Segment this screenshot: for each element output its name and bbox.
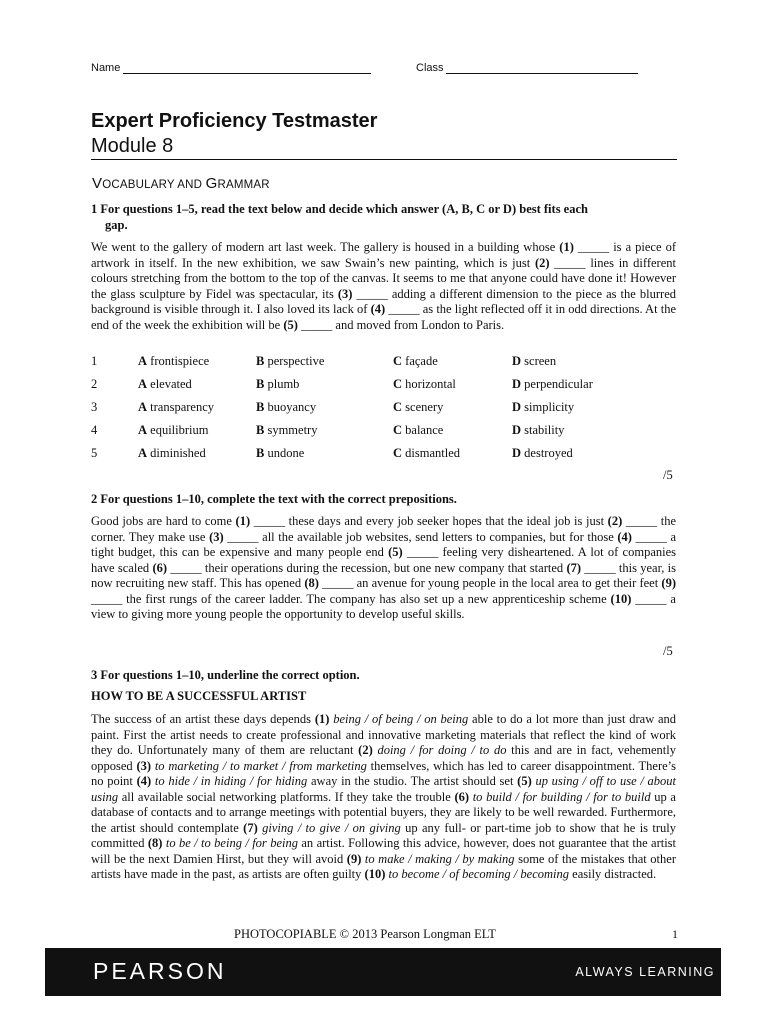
q2-passage: Good jobs are hard to come (1) _____ these days and every job seeker hopes that the ideal job is just (2) _____ the corner. They make use (3) _____ all the available job websites, send letters to companies, but for those (4) _____ a tight budget, this can be expensive and many people end (5) _____ feeling very disheartened. A lot of companies have scaled (6) _____ their operations during the recession, but one new company that started (7) _____ this year, is now recruiting new staff. This has opened (8) _____ an avenue for young people in the local area to get their feet (9) _____ the first rungs of the career ladder. The company has also set up a new apprenticeship scheme (10) _____ a view to giving more young people the opportunity to develop useful skills. (91, 514, 677, 621)
module-title: Module 8 (91, 135, 174, 157)
q1-heading: 1 For questions 1–5, read the text below and decide which answer (A, B, C or D) best fits each gap. (91, 202, 588, 232)
option-c: C horizontal (393, 377, 456, 391)
option-c: C scenery (393, 400, 444, 414)
page-number: 1 (672, 927, 678, 941)
option-b: B buoyancy (256, 400, 317, 414)
brand-bar (45, 948, 721, 996)
option-d: D simplicity (512, 400, 575, 414)
q1-score: /5 (663, 468, 673, 482)
option-b: B symmetry (256, 423, 318, 437)
title-divider (91, 159, 677, 160)
option-c: C façade (393, 354, 438, 368)
option-b: B plumb (256, 377, 300, 391)
option-d: D perpendicular (512, 377, 593, 391)
option-num: 1 (91, 354, 98, 368)
brand-tagline: ALWAYS LEARNING (575, 965, 715, 979)
name-line (123, 73, 371, 74)
option-num: 4 (91, 423, 98, 437)
option-row (91, 354, 676, 376)
option-row (91, 400, 676, 422)
q3-subtitle: HOW TO BE A SUCCESSFUL ARTIST (91, 689, 307, 703)
option-d: D stability (512, 423, 565, 437)
option-row (91, 377, 676, 399)
q1-passage: We went to the gallery of modern art last week. The gallery is housed in a building whose (1) _____ is a piece of artwork in itself. In the new exhibition, we saw Swain’s new painting, which is just (2) _____ lines in different colours stretching from the bottom to the top of the canvas. It seems to me that anyone could have done it! However the glass sculpture by Fidel was spectacular, its (3) _____ adding a different dimension to the piece as the blurred background is visible through it. I also loved its lack of (4) _____ as the light reflected off it in odd directions. At the end of the week the exhibition will be (5) _____ and moved from London to Paris. (91, 240, 676, 332)
option-row (91, 446, 676, 468)
option-a: A elevated (138, 377, 192, 391)
class-label: Class (416, 62, 444, 74)
section-heading: VOCABULARY AND GRAMMAR (92, 175, 270, 192)
option-a: A transparency (138, 400, 215, 414)
name-label: Name (91, 62, 121, 74)
option-a: A equilibrium (138, 423, 209, 437)
option-b: B undone (256, 446, 305, 460)
footer-copyright: PHOTOCOPIABLE © 2013 Pearson Longman ELT (234, 927, 496, 941)
option-c: C balance (393, 423, 444, 437)
option-a: A frontispiece (138, 354, 210, 368)
option-c: C dismantled (393, 446, 461, 460)
option-d: D screen (512, 354, 557, 368)
pearson-logo: PEARSON (93, 958, 227, 984)
q3-heading: 3 For questions 1–10, underline the correct option. (91, 668, 360, 682)
class-line (446, 73, 638, 74)
option-d: D destroyed (512, 446, 573, 460)
q2-heading: 2 For questions 1–10, complete the text with the correct prepositions. (91, 492, 457, 506)
option-num: 3 (91, 400, 98, 414)
option-num: 2 (91, 377, 98, 391)
option-row (91, 423, 676, 445)
option-b: B perspective (256, 354, 325, 368)
option-a: A diminished (138, 446, 206, 460)
q2-score: /5 (663, 644, 673, 658)
q3-passage: The success of an artist these days depends (1) being / of being / on being able to do a lot more than just draw and paint. First the artist needs to create professional and innovative marketing materials that reflect the kind of work they do. Unfortunately many of them are reluctant (2) doing / for doing / to do this and are in fact, vehemently opposed (3) to marketing / to market / from marketing themselves, which has led to career disappointment. There’s no point (4) to hide / in hiding / for hiding away in the studio. The artist should set (5) up using / off to use / about using all available social networking platforms. If they take the trouble (6) to build / for building / for to build up a database of contacts and to arrange meetings with potential buyers, they are likely to be well rewarded. Furthermore, the artist should contemplate (7) giving / to give / on giving up any full- or part-time job to show that he is truly committed (8) to be / to being / for being an artist. Following this advice, however, does not guarantee that the artist will be the next Damien Hirst, but they will avoid (9) to make / making / by making some of the mistakes that other artists have made in the past, as artists are often guilty (10) to become / of becoming / becoming easily distracted. (91, 712, 677, 881)
option-num: 5 (91, 446, 98, 460)
page-title: Expert Proficiency Testmaster (91, 110, 378, 132)
